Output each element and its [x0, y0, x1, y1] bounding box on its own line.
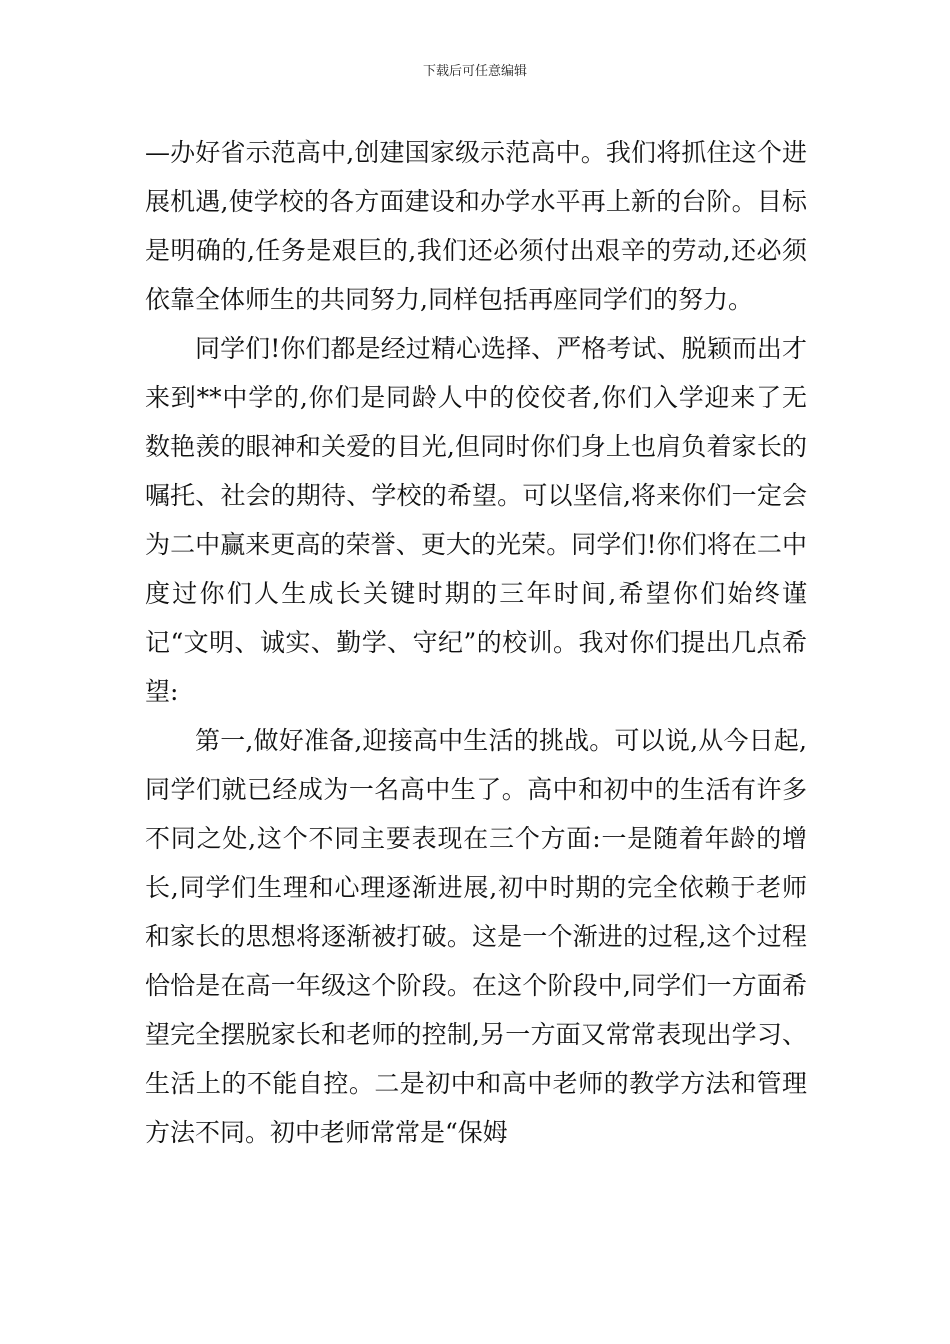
paragraph-3: 第一,做好准备,迎接高中生活的挑战。可以说,从今日起,同学们就已经成为一名高中生了。高中和初中的生活有许多不同之处,这个不同主要表现在三个方面:一是随着年龄的增长,同学们生理和心理逐渐进展,初中时期的完全依赖于老师和家长的思想将逐渐被打破。这是一个渐进的过程,这个过程恰恰是在高一年级这个阶段。在这个阶段中,同学们一方面希望完全摆脱家长和老师的控制,另一方面又常常表现出学习、生活上的不能自控。二是初中和高中老师的教学方法和管理方法不同。初中老师常常是“保姆 [145, 726, 807, 1147]
document-body [145, 128, 807, 1157]
page-header-note: 下载后可任意编辑 [422, 64, 527, 79]
paragraph-2: 同学们!你们都是经过精心选择、严格考试、脱颖而出才来到**中学的,你们是同龄人中的佼佼者,你们入学迎来了无数艳羡的眼神和关爱的目光,但同时你们身上也肩负着家长的嘱托、社会的期待、学校的希望。可以坚信,将来你们一定会为二中赢来更高的荣誉、更大的光荣。同学们!你们将在二中度过你们人生成长关键时期的三年时间,希望你们始终谨记“文明、诚实、勤学、守纪”的校训。我对你们提出几点希望: [145, 334, 807, 706]
paragraph-1: —办好省示范高中,创建国家级示范高中。我们将抓住这个进展机遇,使学校的各方面建设和办学水平再上新的台阶。目标是明确的,任务是艰巨的,我们还必须付出艰辛的劳动,还必须依靠全体师生的共同努力,同样包括再座同学们的努力。 [145, 138, 807, 314]
